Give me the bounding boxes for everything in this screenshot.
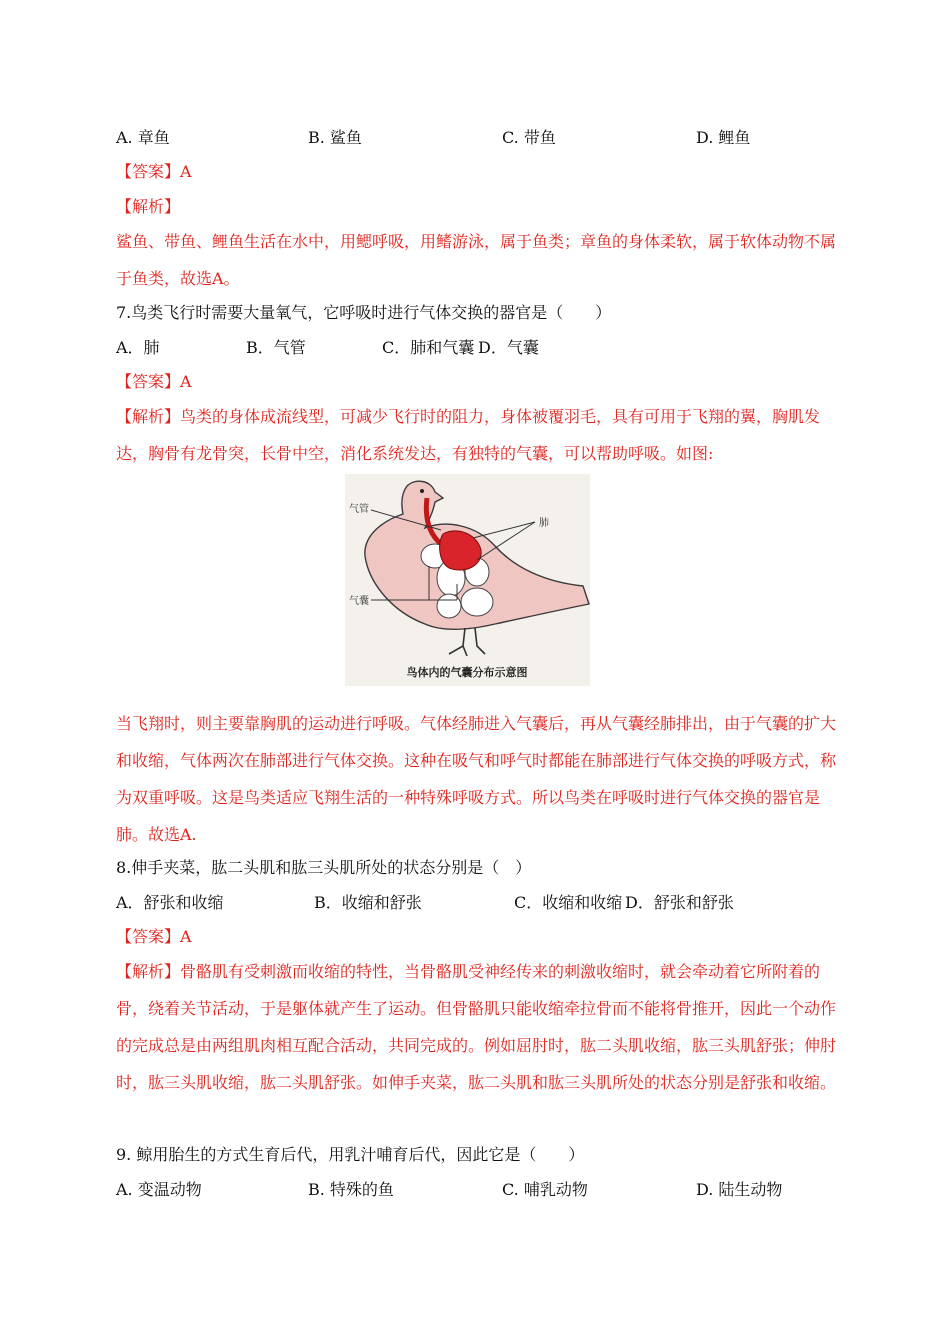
q6-analysis-label: 【解析】	[116, 197, 181, 216]
q7-option-d: D．气囊	[478, 338, 539, 357]
q7-analysis	[116, 398, 838, 472]
q8-analysis	[116, 953, 838, 1101]
q7-analysis-text: 鸟类的身体成流线型，可减少飞行时的阻力，身体被覆羽毛，具有可用于飞翔的翼，胸肌发达，胸骨有龙骨突，长骨中空，消化系统发达，有独特的气囊，可以帮助呼吸。如图:	[116, 407, 821, 463]
q7-option-c: C．肺和气囊	[382, 338, 475, 357]
q8-options	[116, 892, 836, 914]
q7-analysis-continued: 当飞翔时，则主要靠胸肌的运动进行呼吸。气体经肺进入气囊后，再从气囊经肺排出，由于气囊的扩大和收缩，气体两次在肺部进行气体交换。这种在吸气和呼气时都能在肺部进行气体交换的呼吸方式，称为双重呼吸。这是鸟类适应飞翔生活的一种特殊呼吸方式。所以鸟类在呼吸时进行气体交换的器官是肺。故选A.	[116, 714, 837, 844]
figure-label-lung: 肺	[539, 518, 549, 529]
q7-answer: 【答案】A	[116, 372, 192, 391]
figure-caption: 鸟体内的气囊分布示意图	[406, 666, 528, 679]
q9-options	[116, 1179, 836, 1201]
q9-option-b: B. 特殊的鱼	[308, 1180, 394, 1199]
q6-answer: 【答案】A	[116, 162, 192, 181]
bird-air-sac-figure	[345, 474, 590, 686]
q7-analysis-label: 【解析】	[116, 407, 181, 426]
q7-option-b: B．气管	[246, 338, 306, 357]
q6-option-d: D. 鲤鱼	[696, 128, 751, 147]
q9-option-a: A. 变温动物	[116, 1180, 202, 1199]
figure-label-trachea: 气管	[349, 504, 369, 515]
q8-option-d: D．舒张和舒张	[625, 893, 734, 912]
bird-air-sac-illustration	[345, 474, 590, 686]
q9-option-d: D. 陆生动物	[696, 1180, 783, 1199]
q8-question: 8.伸手夹菜，肱二头肌和肱三头肌所处的状态分别是（ ）	[116, 858, 532, 877]
q8-option-b: B．收缩和舒张	[314, 893, 422, 912]
q9-question: 9. 鲸用胎生的方式生育后代，用乳汁哺育后代，因此它是（ ）	[116, 1145, 585, 1164]
q6-options	[116, 127, 836, 149]
q8-option-a: A．舒张和收缩	[116, 893, 224, 912]
q6-option-b: B. 鲨鱼	[308, 128, 362, 147]
q7-option-a: A．肺	[116, 338, 160, 357]
q7-question: 7.鸟类飞行时需要大量氧气，它呼吸时进行气体交换的器官是（ ）	[116, 303, 612, 322]
q8-analysis-label: 【解析】	[116, 962, 181, 981]
q7-options	[116, 337, 836, 359]
q6-analysis: 鲨鱼、带鱼、鲤鱼生活在水中，用鳃呼吸，用鳍游泳，属于鱼类；章鱼的身体柔软，属于软体动物不属于鱼类，故选A。	[116, 232, 837, 288]
q6-option-a: A. 章鱼	[116, 128, 170, 147]
q8-answer: 【答案】A	[116, 927, 192, 946]
figure-label-air-sac: 气囊	[349, 596, 369, 607]
q9-option-c: C. 哺乳动物	[502, 1180, 588, 1199]
q8-option-c: C．收缩和收缩	[514, 893, 623, 912]
q8-analysis-text: 骨骼肌有受刺激而收缩的特性，当骨骼肌受神经传来的刺激收缩时，就会牵动着它所附着的骨，绕着关节活动，于是躯体就产生了运动。但骨骼肌只能收缩牵拉骨而不能将骨推开，因此一个动作的完成总是由两组肌肉相互配合活动，共同完成的。例如屈肘时，肱二头肌收缩，肱三头肌舒张；伸肘时，肱三头肌收缩，肱二头肌舒张。如伸手夹菜，肱二头肌和肱三头肌所处的状态分别是舒张和收缩。	[116, 962, 837, 1092]
q6-option-c: C. 带鱼	[502, 128, 556, 147]
